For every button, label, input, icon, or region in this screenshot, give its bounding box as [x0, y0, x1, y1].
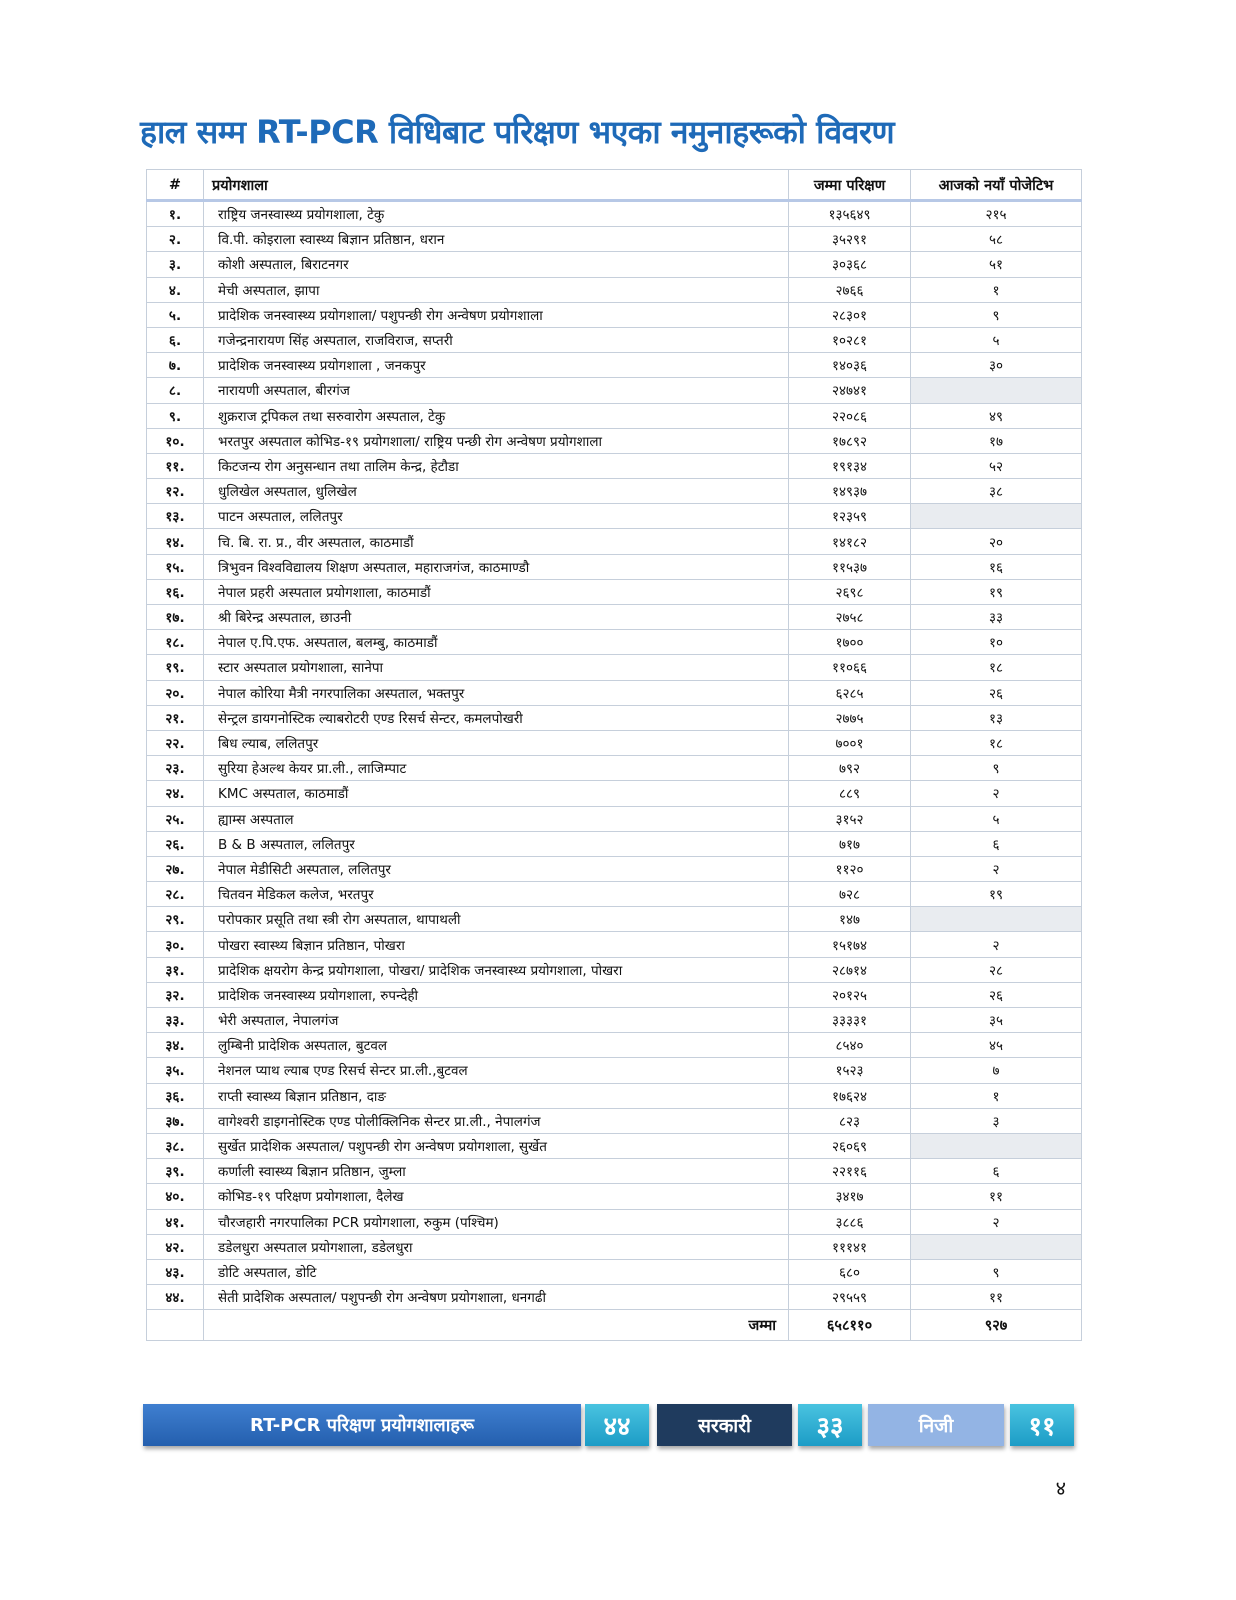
table-row — [147, 705, 1082, 730]
row-serial-number: २६. — [147, 831, 204, 856]
row-total-tests: ७१७ — [789, 831, 911, 856]
row-new-positive: १ — [911, 1083, 1082, 1108]
row-serial-number: ११. — [147, 453, 204, 478]
row-new-positive: २ — [911, 1209, 1082, 1234]
table-row — [147, 680, 1082, 705]
row-total-tests: ३८८६ — [789, 1209, 911, 1234]
row-total-tests: २२११६ — [789, 1159, 911, 1184]
row-total-tests: ११२० — [789, 856, 911, 881]
row-total-tests: १२३५९ — [789, 504, 911, 529]
row-total-tests: ६२८५ — [789, 680, 911, 705]
row-total-tests: ३०३६८ — [789, 252, 911, 277]
row-serial-number: ३३. — [147, 1008, 204, 1033]
row-laboratory-name: राप्ती स्वास्थ्य बिज्ञान प्रतिष्ठान, दाङ — [204, 1083, 789, 1108]
table-row — [147, 453, 1082, 478]
row-serial-number: ३. — [147, 252, 204, 277]
row-new-positive: ४५ — [911, 1033, 1082, 1058]
row-serial-number: १२. — [147, 479, 204, 504]
table-row — [147, 882, 1082, 907]
row-serial-number: ६. — [147, 327, 204, 352]
row-serial-number: ७. — [147, 353, 204, 378]
row-serial-number: ३२. — [147, 982, 204, 1007]
row-new-positive: २ — [911, 781, 1082, 806]
table-row — [147, 982, 1082, 1007]
row-serial-number: १६. — [147, 579, 204, 604]
row-laboratory-name: गजेन्द्रनारायण सिंह अस्पताल, राजविराज, सप्तरी — [204, 327, 789, 352]
table-row — [147, 277, 1082, 302]
row-laboratory-name: श्री बिरेन्द्र अस्पताल, छाउनी — [204, 605, 789, 630]
row-laboratory-name: भरतपुर अस्पताल कोभिड-१९ प्रयोगशाला/ राष्ट्रिय पन्छी रोग अन्वेषण प्रयोगशाला — [204, 428, 789, 453]
row-total-tests: २२०८६ — [789, 403, 911, 428]
table-row — [147, 1285, 1082, 1310]
grand-total-tests: ६५८११० — [789, 1310, 911, 1341]
row-serial-number: १०. — [147, 428, 204, 453]
row-laboratory-name: चौरजहारी नगरपालिका PCR प्रयोगशाला, रुकुम (पश्चिम) — [204, 1209, 789, 1234]
row-laboratory-name: पाटन अस्पताल, ललितपुर — [204, 504, 789, 529]
table-row — [147, 504, 1082, 529]
row-laboratory-name: सेन्ट्रल डायगनोस्टिक ल्याबरोटरी एण्ड रिसर्च सेन्टर, कमलपोखरी — [204, 705, 789, 730]
row-serial-number: २९. — [147, 907, 204, 932]
table-row — [147, 201, 1082, 227]
row-serial-number: ३४. — [147, 1033, 204, 1058]
row-serial-number: ४३. — [147, 1259, 204, 1284]
row-new-positive: १७ — [911, 428, 1082, 453]
row-serial-number: ५. — [147, 302, 204, 327]
row-new-positive: २१५ — [911, 201, 1082, 227]
row-total-tests: २८३०१ — [789, 302, 911, 327]
row-total-tests: ३५२९१ — [789, 227, 911, 252]
row-total-tests: १४९३७ — [789, 479, 911, 504]
row-new-positive: ६ — [911, 1159, 1082, 1184]
row-total-tests: २०१२५ — [789, 982, 911, 1007]
lab-tests-table — [146, 169, 1082, 1341]
row-laboratory-name: नेपाल मेडीसिटी अस्पताल, ललितपुर — [204, 856, 789, 881]
row-serial-number: ३५. — [147, 1058, 204, 1083]
row-laboratory-name: कोशी अस्पताल, बिराटनगर — [204, 252, 789, 277]
row-total-tests: २७६६ — [789, 277, 911, 302]
row-laboratory-name: प्रादेशिक क्षयरोग केन्द्र प्रयोगशाला, पोखरा/ प्रादेशिक जनस्वास्थ्य प्रयोगशाला, पोखरा — [204, 957, 789, 982]
row-new-positive: ६ — [911, 831, 1082, 856]
row-laboratory-name: चि. बि. रा. प्र., वीर अस्पताल, काठमाडौं — [204, 529, 789, 554]
table-row — [147, 1008, 1082, 1033]
row-new-positive: २६ — [911, 982, 1082, 1007]
row-new-positive: ९ — [911, 756, 1082, 781]
row-total-tests: १५१७४ — [789, 932, 911, 957]
row-laboratory-name: नारायणी अस्पताल, बीरगंज — [204, 378, 789, 403]
row-total-tests: ११५३७ — [789, 554, 911, 579]
row-new-positive: २० — [911, 529, 1082, 554]
table-row — [147, 1184, 1082, 1209]
row-new-positive: ४९ — [911, 403, 1082, 428]
row-total-tests: १३५६४९ — [789, 201, 911, 227]
row-serial-number: २०. — [147, 680, 204, 705]
row-new-positive: ३५ — [911, 1008, 1082, 1033]
table-row — [147, 1033, 1082, 1058]
row-new-positive: १३ — [911, 705, 1082, 730]
row-laboratory-name: सेती प्रादेशिक अस्पताल/ पशुपन्छी रोग अन्वेषण प्रयोगशाला, धनगढी — [204, 1285, 789, 1310]
table-row — [147, 579, 1082, 604]
row-total-tests: १९१३४ — [789, 453, 911, 478]
row-total-tests: २७७५ — [789, 705, 911, 730]
row-total-tests: ७२८ — [789, 882, 911, 907]
table-row — [147, 428, 1082, 453]
row-serial-number: ८. — [147, 378, 204, 403]
table-row — [147, 630, 1082, 655]
table-row — [147, 529, 1082, 554]
row-laboratory-name: B & B अस्पताल, ललितपुर — [204, 831, 789, 856]
row-new-positive: २८ — [911, 957, 1082, 982]
row-new-positive: ३० — [911, 353, 1082, 378]
row-laboratory-name: डडेलधुरा अस्पताल प्रयोगशाला, डडेलधुरा — [204, 1234, 789, 1259]
table-row — [147, 403, 1082, 428]
summary-private-count: ११ — [1010, 1404, 1074, 1446]
table-row — [147, 856, 1082, 881]
row-total-tests: १४०३६ — [789, 353, 911, 378]
table-row — [147, 957, 1082, 982]
row-serial-number: ३७. — [147, 1108, 204, 1133]
table-row — [147, 806, 1082, 831]
row-total-tests: ३३३३१ — [789, 1008, 911, 1033]
row-total-tests: १७६२४ — [789, 1083, 911, 1108]
row-laboratory-name: प्रादेशिक जनस्वास्थ्य प्रयोगशाला/ पशुपन्छी रोग अन्वेषण प्रयोगशाला — [204, 302, 789, 327]
row-total-tests: २४७४१ — [789, 378, 911, 403]
row-laboratory-name: नेपाल प्रहरी अस्पताल प्रयोगशाला, काठमाडौं — [204, 579, 789, 604]
row-new-positive: ५१ — [911, 252, 1082, 277]
row-laboratory-name: सुर्खेत प्रादेशिक अस्पताल/ पशुपन्छी रोग अन्वेषण प्रयोगशाला, सुर्खेत — [204, 1133, 789, 1158]
row-serial-number: ३८. — [147, 1133, 204, 1158]
row-total-tests: २७५८ — [789, 605, 911, 630]
row-laboratory-name: कर्णाली स्वास्थ्य बिज्ञान प्रतिष्ठान, जुम्ला — [204, 1159, 789, 1184]
table-row — [147, 554, 1082, 579]
row-new-positive: ९ — [911, 302, 1082, 327]
page-number: ४ — [1055, 1476, 1066, 1500]
row-laboratory-name: वागेश्वरी डाइगनोस्टिक एण्ड पोलीक्लिनिक सेन्टर प्रा.ली., नेपालगंज — [204, 1108, 789, 1133]
row-laboratory-name: शुक्रराज ट्रपिकल तथा सरुवारोग अस्पताल, टेकु — [204, 403, 789, 428]
row-new-positive: २६ — [911, 680, 1082, 705]
total-label: जम्मा — [204, 1310, 789, 1341]
row-serial-number: १९. — [147, 655, 204, 680]
table-row — [147, 730, 1082, 755]
row-total-tests: १०२८१ — [789, 327, 911, 352]
table-row — [147, 781, 1082, 806]
row-serial-number: ३०. — [147, 932, 204, 957]
table-row — [147, 1234, 1082, 1259]
summary-private-label: निजी — [868, 1404, 1004, 1446]
row-serial-number: १५. — [147, 554, 204, 579]
row-new-positive: ५ — [911, 806, 1082, 831]
row-serial-number: १८. — [147, 630, 204, 655]
table-row — [147, 353, 1082, 378]
row-serial-number: २८. — [147, 882, 204, 907]
table-row — [147, 252, 1082, 277]
table-row — [147, 479, 1082, 504]
table-row — [147, 327, 1082, 352]
row-total-tests: ८२३ — [789, 1108, 911, 1133]
table-row — [147, 655, 1082, 680]
row-total-tests: १४७ — [789, 907, 911, 932]
row-new-positive: ३३ — [911, 605, 1082, 630]
table-row — [147, 605, 1082, 630]
row-laboratory-name: त्रिभुवन विश्वविद्यालय शिक्षण अस्पताल, महाराजगंज, काठमाण्डौ — [204, 554, 789, 579]
row-serial-number: २४. — [147, 781, 204, 806]
row-laboratory-name: नेपाल ए.पि.एफ. अस्पताल, बलम्बु, काठमाडौं — [204, 630, 789, 655]
row-new-positive — [911, 1234, 1082, 1259]
row-new-positive: ९ — [911, 1259, 1082, 1284]
row-new-positive: १० — [911, 630, 1082, 655]
table-header-row — [147, 170, 1082, 201]
row-serial-number: ४. — [147, 277, 204, 302]
page-title: हाल सम्म RT-PCR विधिबाट परिक्षण भएका नमुनाहरूको विवरण — [140, 113, 895, 151]
table-row — [147, 932, 1082, 957]
row-total-tests: ६८० — [789, 1259, 911, 1284]
header-new-positive: आजको नयाँ पोजेटिभ — [911, 170, 1082, 201]
row-total-tests: १५२३ — [789, 1058, 911, 1083]
row-laboratory-name: बिध ल्याब, ललितपुर — [204, 730, 789, 755]
summary-govt-count: ३३ — [798, 1404, 862, 1446]
row-laboratory-name: ह्याम्स अस्पताल — [204, 806, 789, 831]
row-new-positive — [911, 1133, 1082, 1158]
row-total-tests: ७००१ — [789, 730, 911, 755]
table-row — [147, 1259, 1082, 1284]
row-serial-number: १. — [147, 201, 204, 227]
header-serial-number: # — [147, 170, 204, 201]
row-serial-number: ४४. — [147, 1285, 204, 1310]
row-serial-number: २१. — [147, 705, 204, 730]
row-laboratory-name: किटजन्य रोग अनुसन्धान तथा तालिम केन्द्र, हेटौडा — [204, 453, 789, 478]
row-total-tests: ७९२ — [789, 756, 911, 781]
total-row-spacer — [147, 1310, 204, 1341]
row-laboratory-name: लुम्बिनी प्रादेशिक अस्पताल, बुटवल — [204, 1033, 789, 1058]
row-laboratory-name: मेची अस्पताल, झापा — [204, 277, 789, 302]
row-new-positive: १९ — [911, 579, 1082, 604]
row-new-positive: ३८ — [911, 479, 1082, 504]
row-serial-number: ३१. — [147, 957, 204, 982]
row-total-tests: २८७१४ — [789, 957, 911, 982]
row-serial-number: २२. — [147, 730, 204, 755]
row-new-positive: १९ — [911, 882, 1082, 907]
table-row — [147, 756, 1082, 781]
grand-total-positive: ९२७ — [911, 1310, 1082, 1341]
row-serial-number: ४०. — [147, 1184, 204, 1209]
row-total-tests: १४१८२ — [789, 529, 911, 554]
row-new-positive: ७ — [911, 1058, 1082, 1083]
row-serial-number: ९. — [147, 403, 204, 428]
row-new-positive — [911, 504, 1082, 529]
row-new-positive: ५८ — [911, 227, 1082, 252]
row-laboratory-name: चितवन मेडिकल कलेज, भरतपुर — [204, 882, 789, 907]
row-serial-number: ४१. — [147, 1209, 204, 1234]
row-serial-number: ४२. — [147, 1234, 204, 1259]
row-laboratory-name: प्रादेशिक जनस्वास्थ्य प्रयोगशाला, रुपन्देही — [204, 982, 789, 1007]
row-new-positive: २ — [911, 856, 1082, 881]
row-new-positive: २ — [911, 932, 1082, 957]
row-laboratory-name: प्रादेशिक जनस्वास्थ्य प्रयोगशाला , जनकपुर — [204, 353, 789, 378]
row-serial-number: १३. — [147, 504, 204, 529]
row-new-positive — [911, 378, 1082, 403]
summary-labs-count: ४४ — [585, 1404, 649, 1446]
row-total-tests: ३१५२ — [789, 806, 911, 831]
table-row — [147, 1058, 1082, 1083]
row-serial-number: ३६. — [147, 1083, 204, 1108]
row-laboratory-name: कोभिड-१९ परिक्षण प्रयोगशाला, दैलेख — [204, 1184, 789, 1209]
table-total-row — [147, 1310, 1082, 1341]
row-total-tests: २६०६९ — [789, 1133, 911, 1158]
row-laboratory-name: भेरी अस्पताल, नेपालगंज — [204, 1008, 789, 1033]
table-row — [147, 907, 1082, 932]
row-total-tests: ८८९ — [789, 781, 911, 806]
table-body — [147, 201, 1082, 1310]
row-serial-number: २५. — [147, 806, 204, 831]
header-laboratory: प्रयोगशाला — [204, 170, 789, 201]
row-serial-number: १४. — [147, 529, 204, 554]
row-total-tests: १७८९२ — [789, 428, 911, 453]
table-row — [147, 831, 1082, 856]
table-row — [147, 1159, 1082, 1184]
row-serial-number: ३९. — [147, 1159, 204, 1184]
row-new-positive: १ — [911, 277, 1082, 302]
row-laboratory-name: स्टार अस्पताल प्रयोगशाला, सानेपा — [204, 655, 789, 680]
row-serial-number: २७. — [147, 856, 204, 881]
table-row — [147, 1209, 1082, 1234]
row-new-positive: ३ — [911, 1108, 1082, 1133]
row-total-tests: २६९८ — [789, 579, 911, 604]
row-total-tests: २९५५९ — [789, 1285, 911, 1310]
row-serial-number: २३. — [147, 756, 204, 781]
row-new-positive: १८ — [911, 655, 1082, 680]
row-new-positive: ५ — [911, 327, 1082, 352]
row-laboratory-name: नेशनल प्याथ ल्याब एण्ड रिसर्च सेन्टर प्रा.ली.,बुटवल — [204, 1058, 789, 1083]
row-new-positive: ५२ — [911, 453, 1082, 478]
summary-govt-label: सरकारी — [657, 1404, 792, 1446]
row-laboratory-name: वि.पी. कोइराला स्वास्थ्य बिज्ञान प्रतिष्ठान, धरान — [204, 227, 789, 252]
table-row — [147, 1133, 1082, 1158]
row-serial-number: १७. — [147, 605, 204, 630]
row-laboratory-name: नेपाल कोरिया मैत्री नगरपालिका अस्पताल, भक्तपुर — [204, 680, 789, 705]
row-total-tests: ३४१७ — [789, 1184, 911, 1209]
row-new-positive: ११ — [911, 1184, 1082, 1209]
row-new-positive: ११ — [911, 1285, 1082, 1310]
row-total-tests: ११०६६ — [789, 655, 911, 680]
table-row — [147, 1083, 1082, 1108]
summary-labs-label: RT-PCR परिक्षण प्रयोगशालाहरू — [143, 1404, 581, 1446]
row-total-tests: १११४१ — [789, 1234, 911, 1259]
row-laboratory-name: सुरिया हेअल्थ केयर प्रा.ली., लाजिम्पाट — [204, 756, 789, 781]
row-laboratory-name: परोपकार प्रसूति तथा स्त्री रोग अस्पताल, थापाथली — [204, 907, 789, 932]
row-total-tests: ८५४० — [789, 1033, 911, 1058]
header-total-tests: जम्मा परिक्षण — [789, 170, 911, 201]
table-row — [147, 378, 1082, 403]
row-laboratory-name: KMC अस्पताल, काठमाडौं — [204, 781, 789, 806]
row-new-positive — [911, 907, 1082, 932]
row-laboratory-name: पोखरा स्वास्थ्य बिज्ञान प्रतिष्ठान, पोखरा — [204, 932, 789, 957]
table-row — [147, 1108, 1082, 1133]
table-row — [147, 302, 1082, 327]
row-laboratory-name: धुलिखेल अस्पताल, धुलिखेल — [204, 479, 789, 504]
row-serial-number: २. — [147, 227, 204, 252]
row-total-tests: १७०० — [789, 630, 911, 655]
row-new-positive: १८ — [911, 730, 1082, 755]
row-new-positive: १६ — [911, 554, 1082, 579]
row-laboratory-name: राष्ट्रिय जनस्वास्थ्य प्रयोगशाला, टेकु — [204, 201, 789, 227]
row-laboratory-name: डोटि अस्पताल, डोटि — [204, 1259, 789, 1284]
table-row — [147, 227, 1082, 252]
